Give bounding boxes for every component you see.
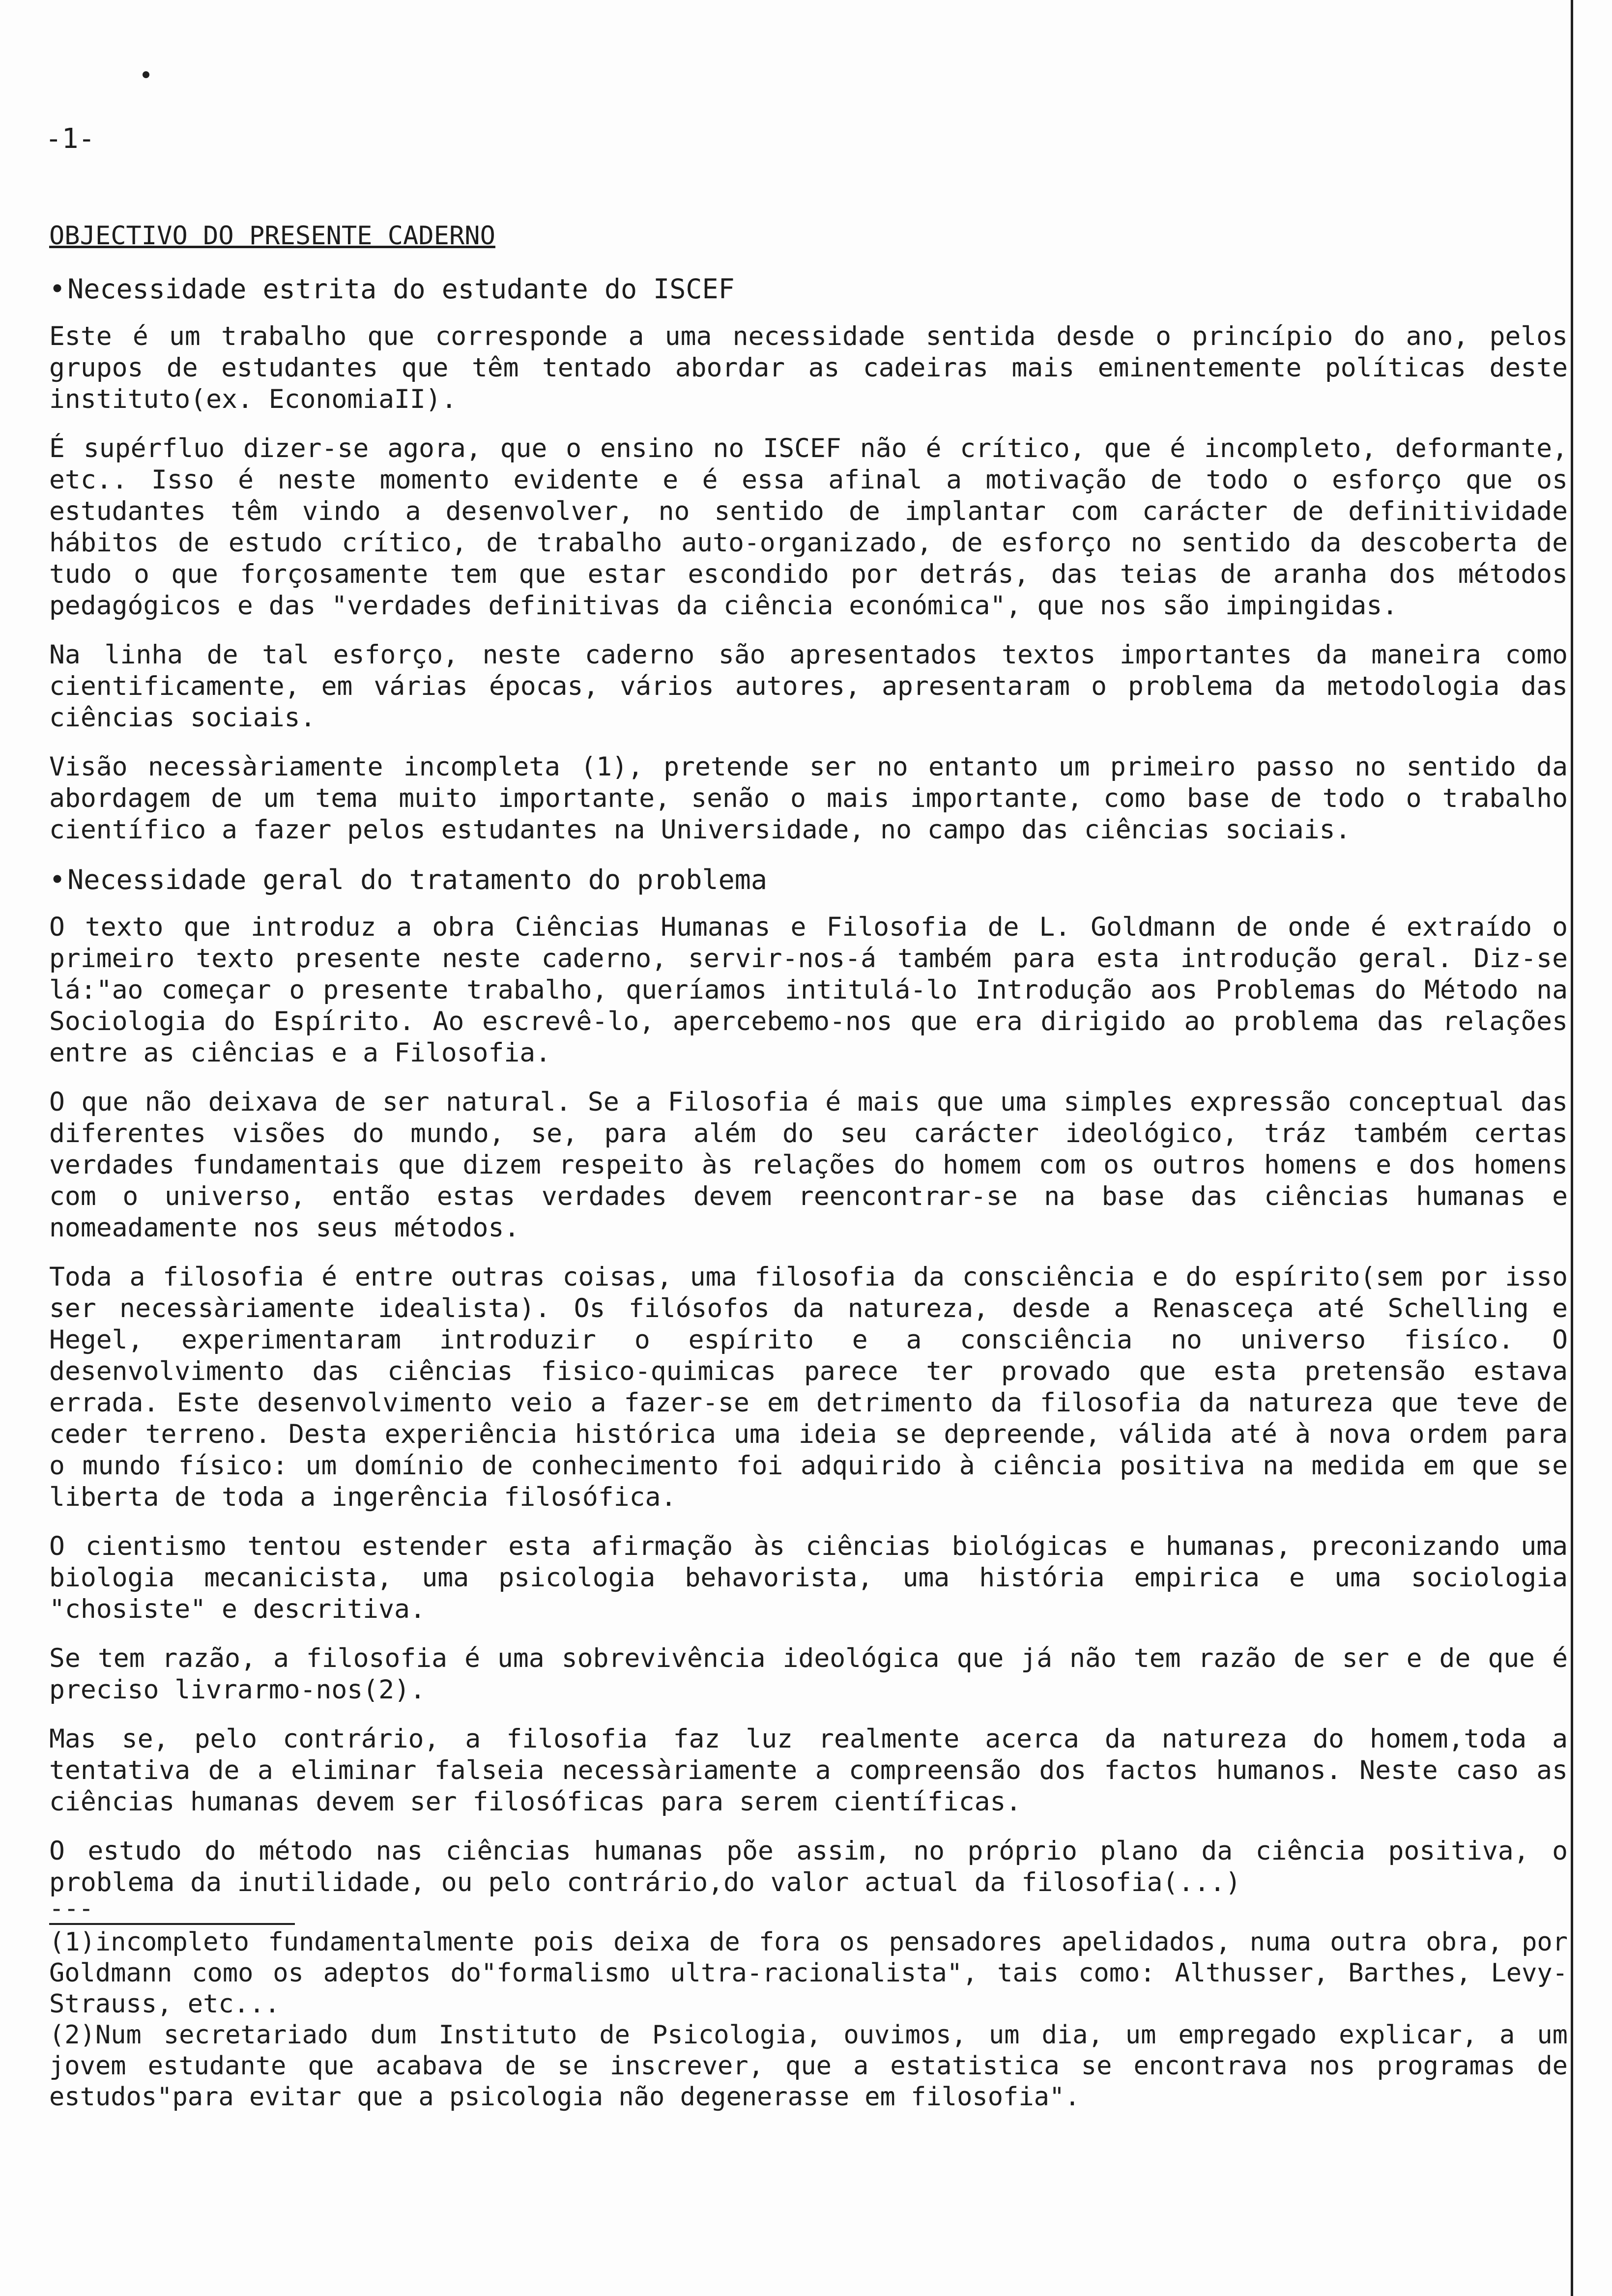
paragraph: É supérfluo dizer-se agora, que o ensino no ISCEF não é crítico, que é incompleto, deformante, etc.. Isso é neste momento evidente e é essa afinal a motivação de todo o esforço que os estudantes têm vindo a desenvolver, no sentido de implantar com carácter de definitividade hábitos de estudo crítico, de trabalho auto-organizado, de esforço no sentido da descoberta de tudo o que forçosamente tem que estar escondido por detrás, das teias de aranha dos métodos pedagógicos e das "verdades definitivas da ciência económica", que nos são impingidas. xyxy=(49,433,1568,621)
footnote-rule xyxy=(49,1923,295,1925)
section-heading-2-text: Necessidade geral do tratamento do problema xyxy=(67,864,767,895)
paragraph: O cientismo tentou estender esta afirmação às ciências biológicas e humanas, preconizando uma biologia mecanicista, uma psicologia behavorista, uma história empirica e uma sociologia "chosiste" e descritiva. xyxy=(49,1531,1568,1624)
paragraph: Mas se, pelo contrário, a filosofia faz luz realmente acerca da natureza do homem,toda a tentativa de a eliminar falseia necessàriamente a compreensão dos factos humanos. Neste caso as ciências humanas devem ser filosóficas para serem científicas. xyxy=(49,1724,1568,1817)
ink-dot xyxy=(143,71,149,78)
document-body xyxy=(49,221,1568,2113)
section-heading-1-text: Necessidade estrita do estudante do ISCEF xyxy=(67,273,735,305)
paragraph: Toda a filosofia é entre outras coisas, uma filosofia da consciência e do espírito(sem por isso ser necessàriamente idealista). Os filósofos da natureza, desde a Renasceça até Schelling e Hegel, experimentaram introduzir o espírito e a consciência no universo fisíco. O desenvolvimento das ciências fisico-quimicas parece ter provado que esta pretensão estava errada. Este desenvolvimento veio a fazer-se em detrimento da filosofia da natureza que teve de ceder terreno. Desta experiência histórica uma ideia se depreende, válida até à nova ordem para o mundo físico: um domínio de conhecimento foi adquirido à ciência positiva na medida em que se liberta de toda a ingerência filosófica. xyxy=(49,1262,1568,1512)
page-number: -1- xyxy=(45,123,95,155)
document-title: OBJECTIVO DO PRESENTE CADERNO xyxy=(49,221,495,251)
paragraph: Este é um trabalho que corresponde a uma necessidade sentida desde o princípio do ano, pelos grupos de estudantes que têm tentado abordar as cadeiras mais eminentemente políticas deste instituto(ex. EconomiaII). xyxy=(49,321,1568,414)
section-heading-2: •Necessidade geral do tratamento do problema xyxy=(49,864,767,895)
footnote-2: (2)Num secretariado dum Instituto de Psicologia, ouvimos, um dia, um empregado explicar, a um jovem estudante que acabava de se inscrever, que a estatistica se encontrava nos programas de estudos"para evitar que a psicologia não degenerasse em filosofia". xyxy=(49,2020,1568,2112)
footnote-1: (1)incompleto fundamentalmente pois deixa de fora os pensadores apelidados, numa outra obra, por Goldmann como os adeptos do"formalismo ultra-racionalista", tais como: Althusser, Barthes, Levy-Strauss, etc... xyxy=(49,1927,1568,2019)
paragraph: Na linha de tal esforço, neste caderno são apresentados textos importantes da maneira como cientificamente, em várias épocas, vários autores, apresentaram o problema da metodologia das ciências sociais. xyxy=(49,640,1568,733)
paragraph: Visão necessàriamente incompleta (1), pretende ser no entanto um primeiro passo no sentido da abordagem de um tema muito importante, senão o mais importante, como base de todo o trabalho científico a fazer pelos estudantes na Universidade, no campo das ciências sociais. xyxy=(49,752,1568,845)
margin-line xyxy=(1571,0,1573,2296)
paragraph: O estudo do método nas ciências humanas põe assim, no próprio plano da ciência positiva, o problema da inutilidade, ou pelo contrário,do valor actual da filosofia(...) xyxy=(49,1836,1568,1897)
paragraph: O texto que introduz a obra Ciências Humanas e Filosofia de L. Goldmann de onde é extraído o primeiro texto presente neste caderno, servir-nos-á também para esta introdução geral. Diz-se lá:"ao começar o presente trabalho, queríamos intitulá-lo Introdução aos Problemas do Método na Sociologia do Espírito. Ao escrevê-lo, apercebemo-nos que era dirigido ao problema das relações entre as ciências e a Filosofia. xyxy=(49,912,1568,1068)
paragraph: Se tem razão, a filosofia é uma sobrevivência ideológica que já não tem razão de ser e de que é preciso livrarmo-nos(2). xyxy=(49,1643,1568,1705)
footnote-separator: --- xyxy=(49,1894,94,1923)
paragraph: O que não deixava de ser natural. Se a Filosofia é mais que uma simples expressão conceptual das diferentes visões do mundo, se, para além do seu carácter ideológico, tráz também certas verdades fundamentais que dizem respeito às relações do homem com os outros homens e dos homens com o universo, então estas verdades devem reencontrar-se na base das ciências humanas e nomeadamente nos seus métodos. xyxy=(49,1087,1568,1243)
section-heading-1: •Necessidade estrita do estudante do ISCEF xyxy=(49,273,735,305)
